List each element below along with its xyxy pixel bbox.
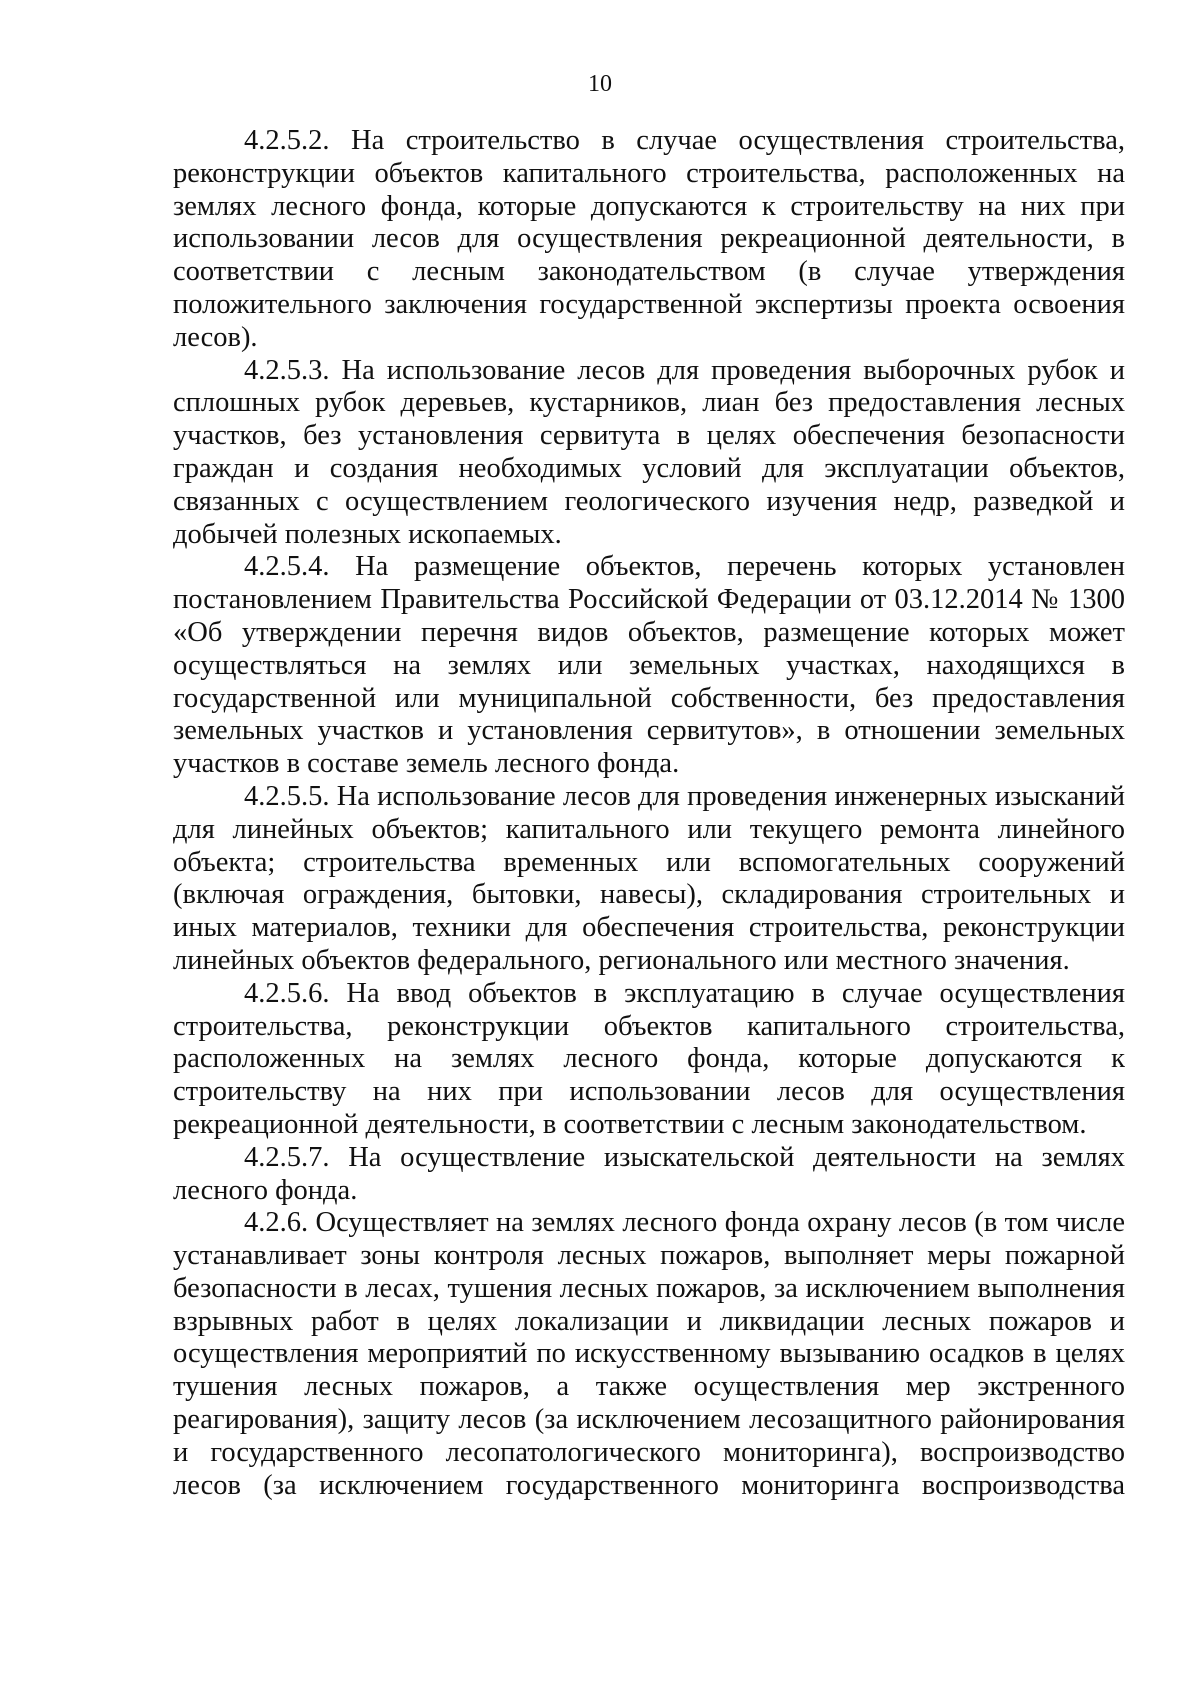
paragraph-4-2-5-3: 4.2.5.3. На использование лесов для проведения выборочных рубок и сплошных рубок деревьев, кустарников, лиан без предоставления лесных участков, без установления сервитута в целях обеспечения безопасности граждан и создания необходимых условий для эксплуатации объектов, связанных с осуществлением геологического изучения недр, разведкой и добычей полезных ископаемых. — [173, 354, 1125, 550]
page-number: 10 — [588, 71, 612, 97]
paragraph-4-2-5-7: 4.2.5.7. На осуществление изыскательской деятельности на землях лесного фонда. — [173, 1141, 1125, 1206]
paragraph-4-2-5-5: 4.2.5.5. На использование лесов для проведения инженерных изысканий для линейных объектов; капитального или текущего ремонта линейного объекта; строительства временных или вспомогательных сооружений (включая ограждения, бытовки, навесы), складирования строительных и иных материалов, техники для обеспечения строительства, реконструкции линейных объектов федерального, регионального или местного значения. — [173, 780, 1125, 976]
paragraph-4-2-5-2: 4.2.5.2. На строительство в случае осуществления строительства, реконструкции объектов капитального строительства, расположенных на землях лесного фонда, которые допускаются к строительству на них при использовании лесов для осуществления рекреационной деятельности, в соответствии с лесным законодательством (в случае утверждения положительного заключения государственной экспертизы проекта освоения лесов). — [173, 125, 1125, 353]
paragraph-4-2-5-6: 4.2.5.6. На ввод объектов в эксплуатацию в случае осуществления строительства, реконструкции объектов капитального строительства, расположенных на землях лесного фонда, которые допускаются к строительству на них при использовании лесов для осуществления рекреационной деятельности, в соответствии с лесным законодательством. — [173, 977, 1125, 1140]
paragraph-4-2-5-4: 4.2.5.4. На размещение объектов, перечень которых установлен постановлением Правительства Российской Федерации от 03.12.2014 № 1300 «Об утверждении перечня видов объектов, размещение которых может осуществляться на землях или земельных участках, находящихся в государственной или муниципальной собственности, без предоставления земельных участков и установления сервитутов», в отношении земельных участков в составе земель лесного фонда. — [173, 551, 1125, 780]
document-body — [173, 125, 1125, 1502]
paragraph-4-2-6: 4.2.6. Осуществляет на землях лесного фонда охрану лесов (в том числе устанавливает зоны контроля лесных пожаров, выполняет меры пожарной безопасности в лесах, тушения лесных пожаров, за исключением выполнения взрывных работ в целях локализации и ликвидации лесных пожаров и осуществления мероприятий по искусственному вызыванию осадков в целях тушения лесных пожаров, а также осуществления мер экстренного реагирования), защиту лесов (за исключением лесозащитного районирования и государственного лесопатологического мониторинга), воспроизводство лесов (за исключением государственного мониторинга воспроизводства — [173, 1207, 1125, 1501]
